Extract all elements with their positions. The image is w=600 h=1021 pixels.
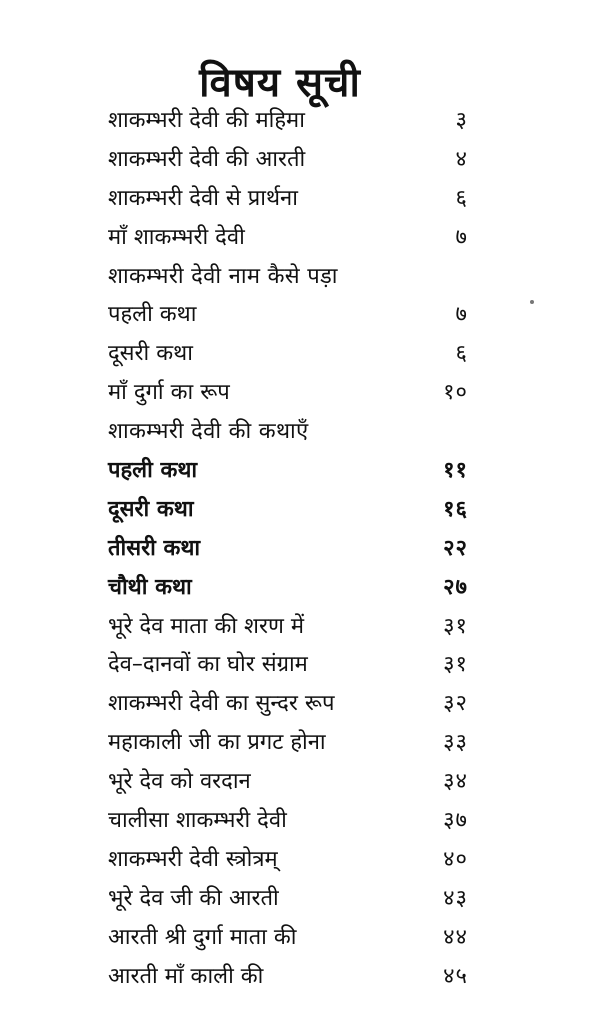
toc-entry-title: शाकम्भरी देवी की आरती [108,146,306,172]
toc-section-heading [108,413,468,452]
toc-entry [108,491,468,530]
toc-section-heading [108,258,468,297]
toc-entry-title: तीसरी कथा [108,535,201,561]
toc-entry-title: शाकम्भरी देवी की कथाएँ [108,419,309,445]
toc-entry [108,296,468,335]
toc-page-number: २७ [443,574,468,600]
paper-speck [530,300,534,304]
toc-page-number: ४४ [443,924,468,950]
toc-entry [108,569,468,608]
toc-entry-title: माँ दुर्गा का रूप [108,380,230,406]
toc-entry-title: महाकाली जी का प्रगट होना [108,730,326,756]
table-of-contents [108,102,468,996]
toc-entry-title: शाकम्भरी देवी का सुन्दर रूप [108,691,335,717]
toc-entry [108,919,468,958]
toc-page-number: ४३ [443,885,468,911]
toc-entry [108,452,468,491]
toc-entry [108,374,468,413]
toc-entry [108,841,468,880]
toc-page-number: ३४ [443,769,468,795]
toc-page-number: ११ [443,458,468,484]
toc-entry [108,763,468,802]
toc-page-number: ४ [455,146,468,172]
toc-page-number: ६ [455,185,468,211]
toc-entry [108,335,468,374]
toc-entry-title: आरती श्री दुर्गा माता की [108,924,297,950]
toc-page-number: ६ [455,341,468,367]
toc-entry [108,685,468,724]
page-title: विषय सूची [199,59,361,106]
toc-entry [108,180,468,219]
toc-page-number: १६ [443,496,468,522]
toc-page-number: ३३ [443,730,468,756]
toc-entry-title: पहली कथा [108,302,197,328]
toc-page-number: ३१ [443,613,468,639]
toc-entry-title: माँ शाकम्भरी देवी [108,224,245,250]
toc-entry [108,880,468,919]
toc-page-number: ४० [443,846,468,872]
toc-entry-title: आरती माँ काली की [108,963,264,989]
toc-entry-title: शाकम्भरी देवी नाम कैसे पड़ा [108,263,338,289]
toc-page-number: ३ [455,108,468,133]
toc-entry-title: शाकम्भरी देवी से प्रार्थना [108,185,298,211]
toc-entry-title: शाकम्भरी देवी की महिमा [108,108,305,133]
toc-entry [108,219,468,258]
toc-entry-title: दूसरी कथा [108,496,194,522]
toc-entry-title: भूरे देव माता की शरण में [108,613,305,639]
toc-entry [108,608,468,647]
toc-entry-title: दूसरी कथा [108,341,193,367]
toc-entry-title: पहली कथा [108,458,198,484]
toc-page-number: १० [443,380,468,406]
toc-entry-title: भूरे देव जी की आरती [108,885,279,911]
toc-entry [108,958,468,997]
toc-page-number: ३७ [443,808,468,834]
toc-page-number: ३१ [443,652,468,678]
toc-entry-title: चालीसा शाकम्भरी देवी [108,808,287,834]
toc-entry [108,530,468,569]
toc-page-number: ७ [455,302,468,328]
toc-entry-title: देव–दानवों का घोर संग्राम [108,652,308,678]
toc-entry-title: शाकम्भरी देवी स्त्रोत्रम् [108,846,278,872]
toc-page-number: ४५ [443,963,468,989]
toc-entry [108,646,468,685]
toc-entry [108,802,468,841]
toc-entry-title: भूरे देव को वरदान [108,769,251,795]
toc-entry [108,141,468,180]
toc-entry-title: चौथी कथा [108,574,192,600]
toc-entry [108,724,468,763]
toc-entry [108,102,468,141]
toc-page-number: ७ [455,224,468,250]
toc-page-number: ३२ [443,691,468,717]
toc-page-number: २२ [443,535,468,561]
